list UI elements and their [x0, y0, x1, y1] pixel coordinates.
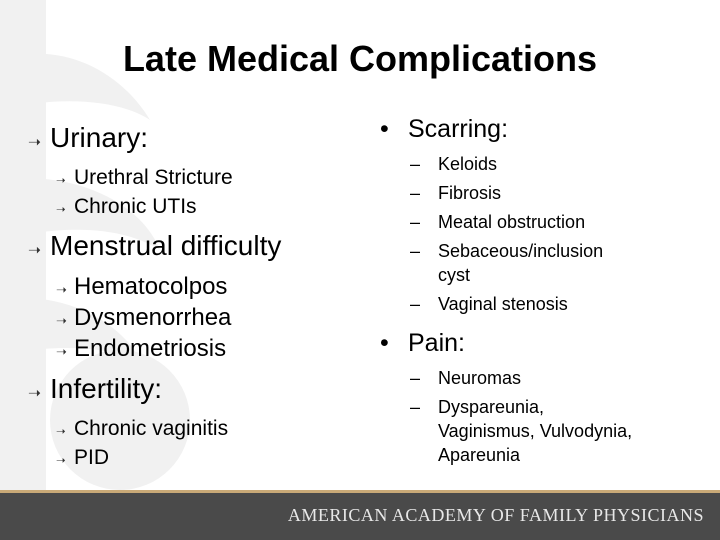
arrow-bullet-icon: ➝: [28, 385, 41, 402]
list-item: ➝ Chronic vaginitis: [28, 416, 358, 445]
arrow-bullet-icon: ➝: [56, 204, 66, 216]
list-item: ➝ Urethral Stricture: [28, 165, 358, 194]
footer-org-name: AMERICAN ACADEMY OF FAMILY PHYSICIANS: [287, 505, 704, 525]
infertility-label: Infertility:: [50, 373, 163, 404]
pain-heading: [378, 328, 708, 358]
bullet-dot-icon: •: [380, 115, 389, 143]
pain-items: [378, 366, 708, 467]
arrow-bullet-icon: ➝: [56, 282, 68, 297]
arrow-bullet-icon: ➝: [56, 455, 66, 467]
list-item: – Vaginal stenosis: [410, 294, 568, 314]
list-item: – Dyspareunia, Vaginismus, Vulvodynia, Apareunia: [410, 397, 633, 465]
urinary-items: [28, 165, 358, 223]
list-item: ➝ PID: [28, 445, 358, 474]
infertility-heading: [28, 373, 358, 410]
menstrual-items: [28, 273, 358, 366]
pain-label: Pain:: [408, 329, 465, 357]
footer-bar: [0, 493, 720, 540]
arrow-bullet-icon: ➝: [28, 242, 41, 259]
list-item: – Keloids: [410, 154, 498, 174]
right-column: [378, 114, 708, 479]
list-item: ➝ Chronic UTIs: [28, 194, 358, 223]
arrow-bullet-icon: ➝: [56, 426, 66, 438]
menstrual-heading: [28, 230, 358, 267]
arrow-bullet-icon: ➝: [56, 313, 68, 328]
urinary-heading: [28, 122, 358, 159]
urinary-label: Urinary:: [50, 122, 149, 153]
scarring-items: [378, 152, 708, 316]
list-item: – Fibrosis: [410, 183, 502, 203]
slide-title: Late Medical Complications: [122, 38, 598, 79]
scarring-label: Scarring:: [408, 115, 509, 143]
bullet-dot-icon: •: [380, 329, 389, 357]
list-item: ➝ Hematocolpos: [28, 273, 358, 304]
list-item: ➝ Dysmenorrhea: [28, 304, 358, 335]
menstrual-label: Menstrual difficulty: [50, 230, 282, 261]
list-item: – Sebaceous/inclusion cyst: [410, 241, 604, 285]
scarring-heading: [378, 114, 708, 144]
left-column: [28, 122, 358, 478]
list-item: – Meatal obstruction: [410, 212, 586, 232]
list-item: – Neuromas: [410, 368, 522, 388]
infertility-items: [28, 416, 358, 474]
arrow-bullet-icon: ➝: [56, 344, 68, 359]
arrow-bullet-icon: ➝: [56, 175, 66, 187]
list-item: ➝ Endometriosis: [28, 335, 358, 366]
arrow-bullet-icon: ➝: [28, 134, 41, 151]
